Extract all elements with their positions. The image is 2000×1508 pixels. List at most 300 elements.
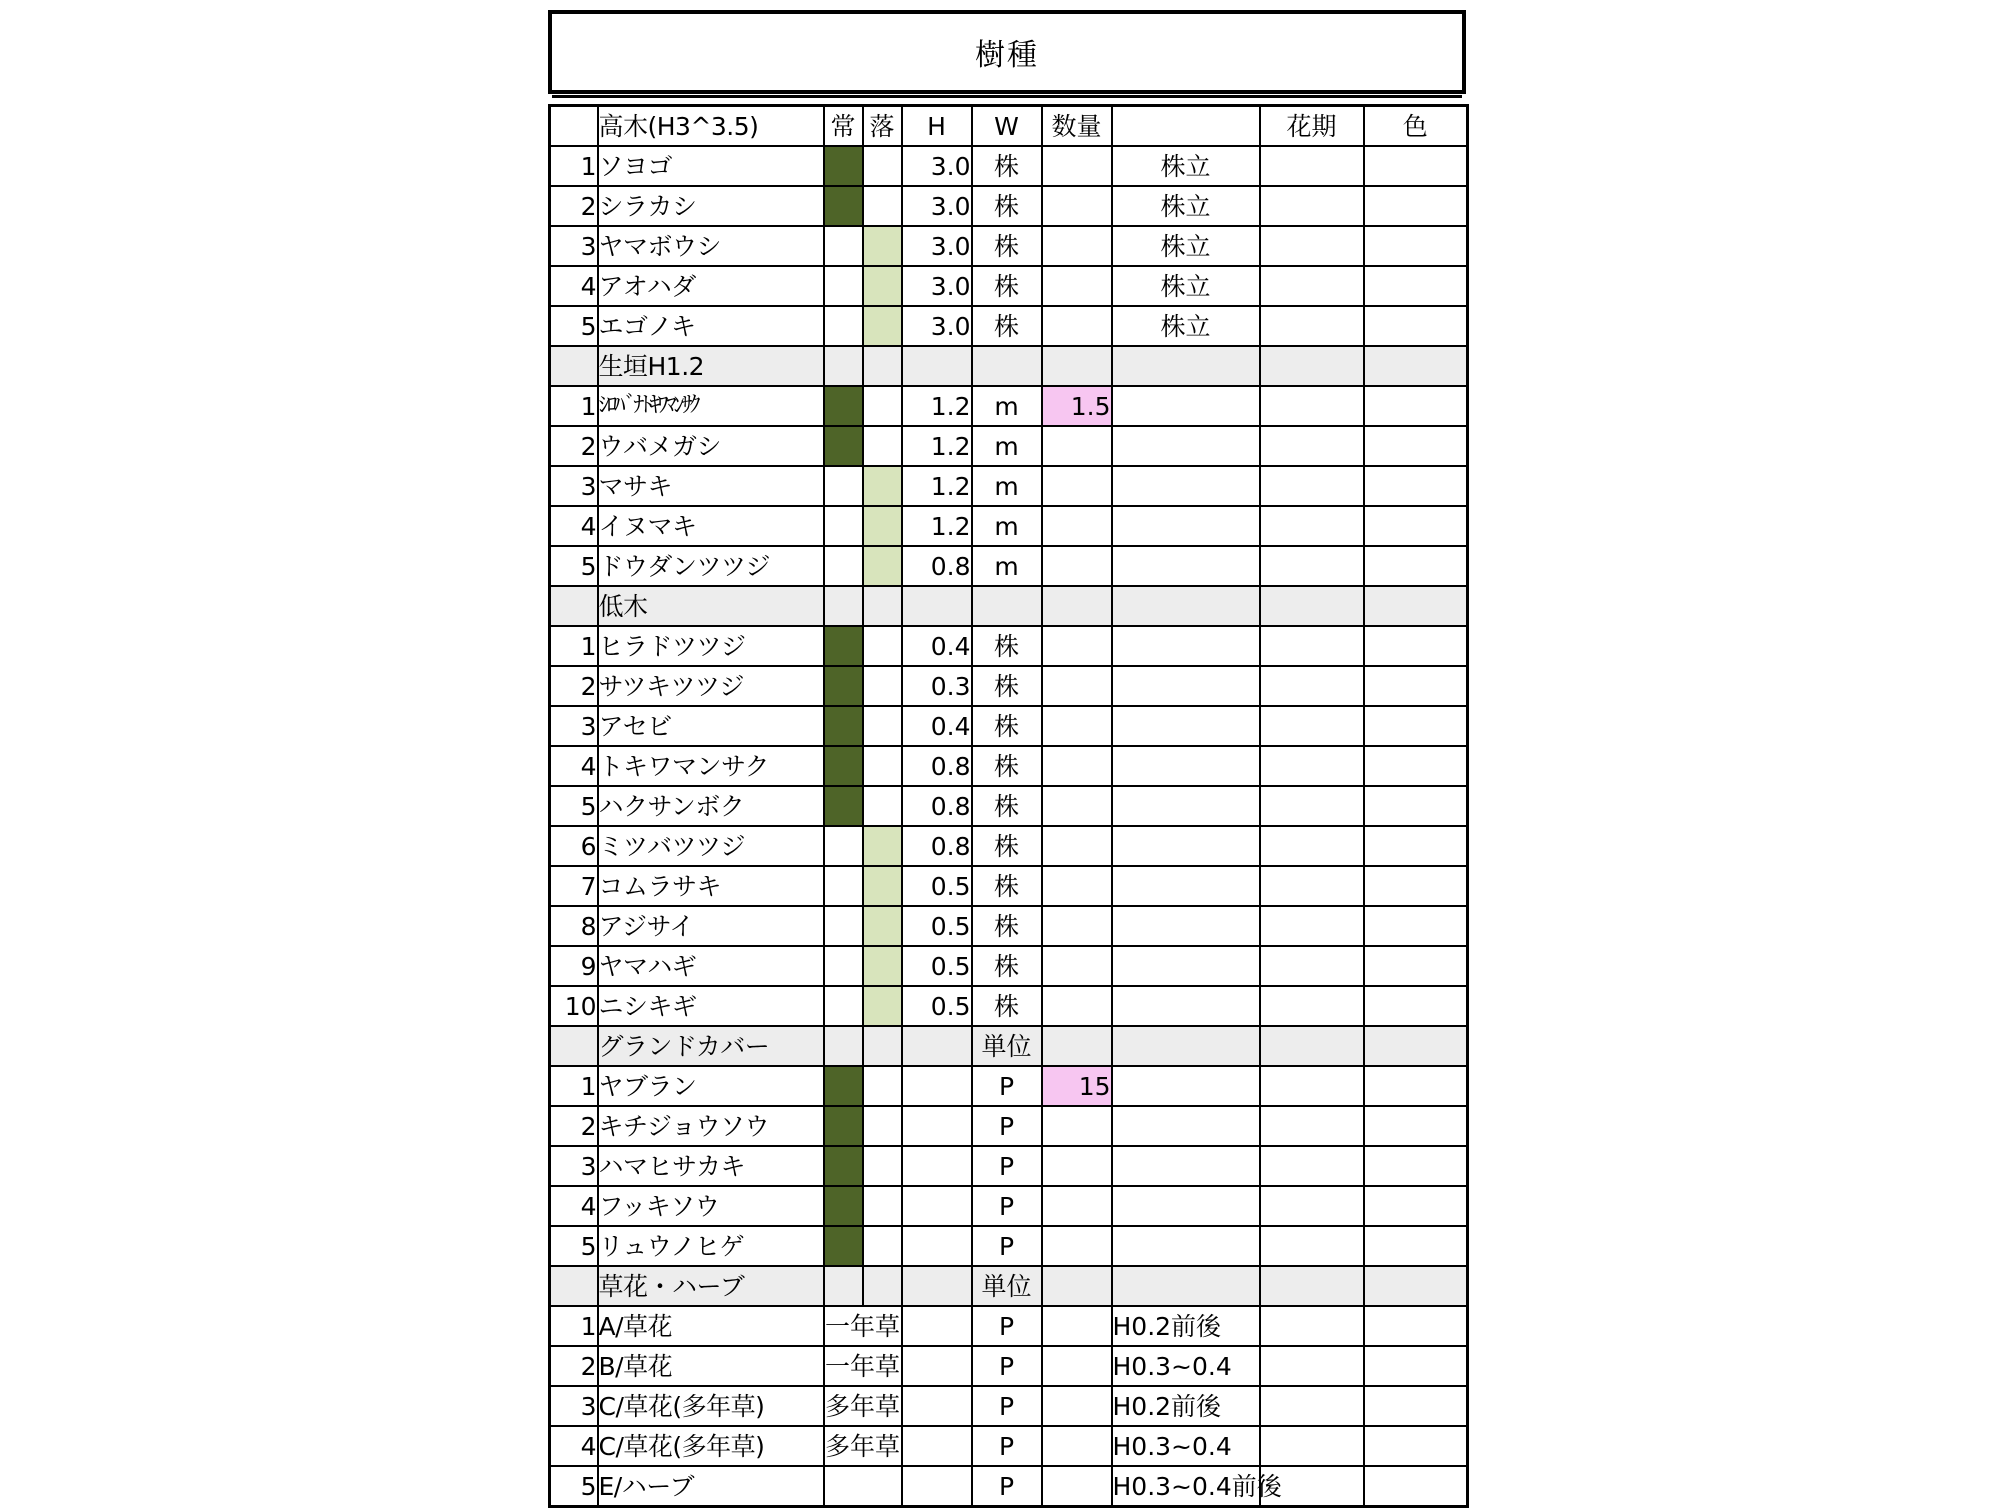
section-no-cell [550, 586, 598, 626]
color-value [1364, 386, 1468, 426]
note-value [1112, 1106, 1260, 1146]
note-value [1112, 706, 1260, 746]
note-value [1112, 826, 1260, 866]
section-unit-label: 単位 [972, 1026, 1042, 1066]
section-no-cell [550, 1266, 598, 1306]
height-value: 3.0 [902, 226, 972, 266]
bloom-value [1260, 546, 1364, 586]
section-qty-cell [1042, 1266, 1112, 1306]
unit-value: P [972, 1306, 1042, 1346]
table-row [550, 706, 1468, 746]
color-value [1364, 1426, 1468, 1466]
section-note-cell [1112, 1026, 1260, 1066]
evergreen-marker [824, 946, 863, 986]
plant-name: C/草花(多年草) [598, 1426, 824, 1466]
table-row [550, 306, 1468, 346]
evergreen-marker [824, 266, 863, 306]
plant-name: ｼﾛﾊﾞﾅﾄｷﾜﾏﾝｻｸ [598, 386, 824, 426]
height-value: 0.5 [902, 866, 972, 906]
deciduous-marker [863, 746, 902, 786]
table-row [550, 1426, 1468, 1466]
unit-value: 株 [972, 786, 1042, 826]
note-value: H0.2前後 [1112, 1306, 1260, 1346]
plant-name: アセビ [598, 706, 824, 746]
color-value [1364, 626, 1468, 666]
header-qty: 数量 [1042, 106, 1112, 147]
table-row [550, 386, 1468, 426]
table-row [550, 546, 1468, 586]
height-value [902, 1466, 972, 1507]
header-note [1112, 106, 1260, 147]
color-value [1364, 706, 1468, 746]
bloom-value [1260, 946, 1364, 986]
unit-value: P [972, 1186, 1042, 1226]
row-number: 3 [550, 706, 598, 746]
bloom-value [1260, 1186, 1364, 1226]
section-note-cell [1112, 1266, 1260, 1306]
quantity-value [1042, 706, 1112, 746]
deciduous-marker [863, 1146, 902, 1186]
note-value [1112, 866, 1260, 906]
row-number: 1 [550, 386, 598, 426]
unit-value: P [972, 1066, 1042, 1106]
note-value: 株立 [1112, 146, 1260, 186]
plant-name: ドウダンツツジ [598, 546, 824, 586]
deciduous-marker [863, 1106, 902, 1146]
section-title: 低木 [598, 586, 824, 626]
height-value: 1.2 [902, 466, 972, 506]
quantity-value [1042, 1226, 1112, 1266]
section-no-cell [550, 1026, 598, 1066]
header-bloom: 花期 [1260, 106, 1364, 147]
quantity-value [1042, 986, 1112, 1026]
plant-name: マサキ [598, 466, 824, 506]
quantity-value [1042, 1146, 1112, 1186]
bloom-value [1260, 986, 1364, 1026]
color-value [1364, 1386, 1468, 1426]
height-value: 0.8 [902, 546, 972, 586]
height-value [902, 1426, 972, 1466]
bloom-value [1260, 146, 1364, 186]
note-value [1112, 666, 1260, 706]
quantity-value [1042, 146, 1112, 186]
row-number: 6 [550, 826, 598, 866]
section-color-cell [1364, 586, 1468, 626]
plant-name: ハマヒサカキ [598, 1146, 824, 1186]
evergreen-marker [824, 826, 863, 866]
bloom-value [1260, 466, 1364, 506]
table-row [550, 426, 1468, 466]
unit-value: m [972, 386, 1042, 426]
deciduous-marker [863, 1066, 902, 1106]
table-row [550, 666, 1468, 706]
plant-kind: 多年草 [824, 1386, 902, 1426]
section-color-cell [1364, 1026, 1468, 1066]
height-value: 0.5 [902, 946, 972, 986]
section-no-cell [550, 346, 598, 386]
plant-table-body [550, 106, 1468, 1507]
plant-name: キチジョウソウ [598, 1106, 824, 1146]
bloom-value [1260, 506, 1364, 546]
bloom-value [1260, 666, 1364, 706]
section-unit-label [972, 346, 1042, 386]
header-deciduous: 落 [863, 106, 902, 147]
table-row [550, 746, 1468, 786]
section-unit-label: 単位 [972, 1266, 1042, 1306]
row-number: 5 [550, 1466, 598, 1507]
section-color-cell [1364, 346, 1468, 386]
header-evergreen: 常 [824, 106, 863, 147]
note-value: 株立 [1112, 186, 1260, 226]
deciduous-marker [863, 666, 902, 706]
bloom-value [1260, 186, 1364, 226]
table-row [550, 1226, 1468, 1266]
section-row [550, 346, 1468, 386]
deciduous-marker [863, 386, 902, 426]
section-row [550, 586, 1468, 626]
color-value [1364, 786, 1468, 826]
note-value [1112, 426, 1260, 466]
plant-name: ヤブラン [598, 1066, 824, 1106]
plant-name: ヒラドツツジ [598, 626, 824, 666]
deciduous-marker [863, 626, 902, 666]
evergreen-marker [824, 386, 863, 426]
row-number: 4 [550, 266, 598, 306]
deciduous-marker [863, 266, 902, 306]
height-value: 1.2 [902, 386, 972, 426]
evergreen-marker [824, 666, 863, 706]
evergreen-marker [824, 1226, 863, 1266]
section-deciduous-cell [863, 346, 902, 386]
note-value [1112, 986, 1260, 1026]
row-number: 2 [550, 186, 598, 226]
plant-name: イヌマキ [598, 506, 824, 546]
note-value [1112, 506, 1260, 546]
note-value [1112, 786, 1260, 826]
section-title: 草花・ハーブ [598, 1266, 824, 1306]
bloom-value [1260, 1226, 1364, 1266]
color-value [1364, 146, 1468, 186]
unit-value: 株 [972, 226, 1042, 266]
quantity-value: 15 [1042, 1066, 1112, 1106]
color-value [1364, 426, 1468, 466]
quantity-value [1042, 1426, 1112, 1466]
row-number: 5 [550, 306, 598, 346]
section-deciduous-cell [863, 1026, 902, 1066]
bloom-value [1260, 1146, 1364, 1186]
height-value: 3.0 [902, 146, 972, 186]
quantity-value [1042, 666, 1112, 706]
section-h-cell [902, 586, 972, 626]
quantity-value [1042, 906, 1112, 946]
height-value: 0.4 [902, 626, 972, 666]
unit-value: 株 [972, 186, 1042, 226]
note-value [1112, 1226, 1260, 1266]
bloom-value [1260, 226, 1364, 266]
note-value: H0.3~0.4 [1112, 1346, 1260, 1386]
quantity-value [1042, 426, 1112, 466]
color-value [1364, 266, 1468, 306]
plant-name: リュウノヒゲ [598, 1226, 824, 1266]
row-number: 1 [550, 1066, 598, 1106]
color-value [1364, 746, 1468, 786]
bloom-value [1260, 1066, 1364, 1106]
quantity-value [1042, 466, 1112, 506]
table-row [550, 226, 1468, 266]
color-value [1364, 1146, 1468, 1186]
plant-name: B/草花 [598, 1346, 824, 1386]
height-value [902, 1146, 972, 1186]
table-row [550, 146, 1468, 186]
unit-value: P [972, 1226, 1042, 1266]
note-value [1112, 466, 1260, 506]
height-value [902, 1346, 972, 1386]
row-number: 8 [550, 906, 598, 946]
sheet-title: 樹種 [975, 38, 1039, 73]
quantity-value [1042, 506, 1112, 546]
bloom-value [1260, 906, 1364, 946]
height-value: 1.2 [902, 426, 972, 466]
color-value [1364, 466, 1468, 506]
quantity-value [1042, 186, 1112, 226]
unit-value: 株 [972, 986, 1042, 1026]
plant-kind: 一年草 [824, 1306, 902, 1346]
plant-name: E/ハーブ [598, 1466, 824, 1507]
deciduous-marker [863, 946, 902, 986]
unit-value: 株 [972, 946, 1042, 986]
color-value [1364, 906, 1468, 946]
height-value: 0.5 [902, 906, 972, 946]
plant-name: ミツバツツジ [598, 826, 824, 866]
quantity-value [1042, 1466, 1112, 1507]
section-note-cell [1112, 586, 1260, 626]
evergreen-marker [824, 866, 863, 906]
deciduous-marker [863, 506, 902, 546]
bloom-value [1260, 1106, 1364, 1146]
plant-name: アオハダ [598, 266, 824, 306]
table-row [550, 1066, 1468, 1106]
table-row [550, 1186, 1468, 1226]
evergreen-marker [824, 226, 863, 266]
bloom-value [1260, 866, 1364, 906]
plant-name: ウバメガシ [598, 426, 824, 466]
color-value [1364, 866, 1468, 906]
height-value [902, 1226, 972, 1266]
section-evergreen-cell [824, 1266, 863, 1306]
row-number: 4 [550, 746, 598, 786]
color-value [1364, 826, 1468, 866]
table-row [550, 866, 1468, 906]
color-value [1364, 306, 1468, 346]
section-row [550, 1026, 1468, 1066]
height-value [902, 1066, 972, 1106]
note-value: H0.2前後 [1112, 1386, 1260, 1426]
height-value: 0.8 [902, 746, 972, 786]
row-number: 3 [550, 466, 598, 506]
height-value: 0.5 [902, 986, 972, 1026]
section-unit-label [972, 586, 1042, 626]
title-box [548, 10, 1466, 94]
color-value [1364, 946, 1468, 986]
color-value [1364, 226, 1468, 266]
section-deciduous-cell [863, 586, 902, 626]
unit-value: 株 [972, 626, 1042, 666]
table-row [550, 1386, 1468, 1426]
bloom-value [1260, 746, 1364, 786]
plant-name: コムラサキ [598, 866, 824, 906]
note-value [1112, 1066, 1260, 1106]
height-value: 3.0 [902, 306, 972, 346]
deciduous-marker [863, 546, 902, 586]
unit-value: P [972, 1346, 1042, 1386]
section-bloom-cell [1260, 586, 1364, 626]
row-number: 7 [550, 866, 598, 906]
plant-name: トキワマンサク [598, 746, 824, 786]
deciduous-marker [863, 306, 902, 346]
bloom-value [1260, 386, 1364, 426]
unit-value: m [972, 506, 1042, 546]
deciduous-marker [863, 226, 902, 266]
deciduous-marker [863, 906, 902, 946]
deciduous-marker [863, 186, 902, 226]
unit-value: 株 [972, 746, 1042, 786]
bloom-value [1260, 306, 1364, 346]
bloom-value [1260, 706, 1364, 746]
row-number: 2 [550, 1106, 598, 1146]
section-qty-cell [1042, 346, 1112, 386]
section-deciduous-cell [863, 1266, 902, 1306]
note-value: 株立 [1112, 306, 1260, 346]
quantity-value [1042, 786, 1112, 826]
unit-value: P [972, 1146, 1042, 1186]
color-value [1364, 1106, 1468, 1146]
section-evergreen-cell [824, 1026, 863, 1066]
unit-value: m [972, 426, 1042, 466]
deciduous-marker [863, 866, 902, 906]
height-value: 0.4 [902, 706, 972, 746]
unit-value: 株 [972, 266, 1042, 306]
unit-value: 株 [972, 866, 1042, 906]
bloom-value [1260, 266, 1364, 306]
row-number: 4 [550, 1426, 598, 1466]
row-number: 2 [550, 666, 598, 706]
evergreen-marker [824, 1066, 863, 1106]
row-number: 2 [550, 426, 598, 466]
height-value: 0.8 [902, 826, 972, 866]
note-value: 株立 [1112, 266, 1260, 306]
note-value [1112, 1186, 1260, 1226]
color-value [1364, 546, 1468, 586]
note-value: H0.3~0.4前後 [1112, 1466, 1260, 1507]
bloom-value [1260, 1346, 1364, 1386]
table-row [550, 786, 1468, 826]
deciduous-marker [863, 786, 902, 826]
unit-value: m [972, 546, 1042, 586]
plant-table [548, 104, 1469, 1508]
section-row [550, 1266, 1468, 1306]
quantity-value [1042, 626, 1112, 666]
unit-value: P [972, 1466, 1042, 1507]
row-number: 1 [550, 626, 598, 666]
section-title: グランドカバー [598, 1026, 824, 1066]
table-row [550, 506, 1468, 546]
row-number: 2 [550, 1346, 598, 1386]
color-value [1364, 1346, 1468, 1386]
evergreen-marker [824, 706, 863, 746]
quantity-value [1042, 826, 1112, 866]
quantity-value [1042, 266, 1112, 306]
height-value [902, 1106, 972, 1146]
evergreen-marker [824, 506, 863, 546]
bloom-value [1260, 626, 1364, 666]
quantity-value [1042, 1346, 1112, 1386]
table-row [550, 1146, 1468, 1186]
row-number: 5 [550, 546, 598, 586]
quantity-value [1042, 306, 1112, 346]
color-value [1364, 986, 1468, 1026]
unit-value: m [972, 466, 1042, 506]
plant-name: ソヨゴ [598, 146, 824, 186]
height-value: 0.8 [902, 786, 972, 826]
header-color: 色 [1364, 106, 1468, 147]
note-value: H0.3~0.4 [1112, 1426, 1260, 1466]
note-value [1112, 626, 1260, 666]
section-qty-cell [1042, 1026, 1112, 1066]
section-bloom-cell [1260, 1026, 1364, 1066]
table-row [550, 186, 1468, 226]
plant-name: A/草花 [598, 1306, 824, 1346]
evergreen-marker [824, 1146, 863, 1186]
row-number: 5 [550, 786, 598, 826]
section-h-cell [902, 346, 972, 386]
quantity-value [1042, 1106, 1112, 1146]
header-h: H [902, 106, 972, 147]
height-value: 1.2 [902, 506, 972, 546]
note-value [1112, 946, 1260, 986]
evergreen-marker [824, 426, 863, 466]
evergreen-marker [824, 986, 863, 1026]
table-row [550, 466, 1468, 506]
quantity-value [1042, 1386, 1112, 1426]
quantity-value [1042, 546, 1112, 586]
bloom-value [1260, 826, 1364, 866]
plant-name: ヤマハギ [598, 946, 824, 986]
evergreen-marker [824, 146, 863, 186]
unit-value: 株 [972, 706, 1042, 746]
height-value [902, 1186, 972, 1226]
unit-value: 株 [972, 826, 1042, 866]
deciduous-marker [863, 466, 902, 506]
plant-name: ニシキギ [598, 986, 824, 1026]
row-number: 4 [550, 506, 598, 546]
row-number: 3 [550, 226, 598, 266]
unit-value: P [972, 1426, 1042, 1466]
plant-name: フッキソウ [598, 1186, 824, 1226]
plant-name: サツキツツジ [598, 666, 824, 706]
plant-name: エゴノキ [598, 306, 824, 346]
color-value [1364, 1226, 1468, 1266]
unit-value: 株 [972, 906, 1042, 946]
unit-value: P [972, 1386, 1042, 1426]
section-evergreen-cell [824, 586, 863, 626]
evergreen-marker [824, 466, 863, 506]
deciduous-marker [863, 1226, 902, 1266]
plant-name: アジサイ [598, 906, 824, 946]
bloom-value [1260, 1386, 1364, 1426]
section-title: 生垣H1.2 [598, 346, 824, 386]
evergreen-marker [824, 546, 863, 586]
deciduous-marker [863, 826, 902, 866]
